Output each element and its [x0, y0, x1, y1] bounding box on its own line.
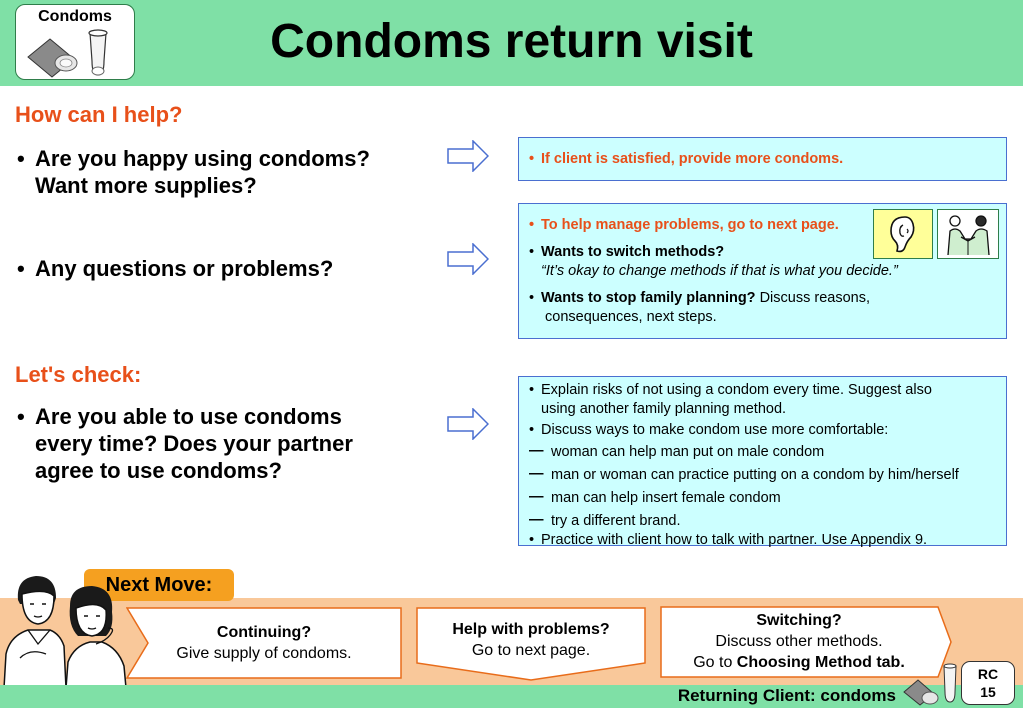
next-move-label: Next Move:	[84, 569, 234, 601]
help-with-problems-option[interactable]	[416, 607, 646, 681]
question-happy-using	[17, 145, 370, 199]
dash-item: — man or woman can practice putting on a condom by him/herself	[529, 466, 959, 483]
list-item-continuation: using another family planning method.	[541, 401, 787, 417]
list-item: • To help manage problems, go to next page.	[529, 217, 839, 233]
handshake-people-icon	[937, 209, 999, 259]
list-item: • If client is satisfied, provide more condoms.	[529, 151, 844, 167]
list-item-continuation: consequences, next steps.	[545, 309, 717, 325]
counselor-and-client-illustration	[0, 570, 140, 688]
dash-item: — man can help insert female condom	[529, 489, 781, 506]
bullet: •	[17, 146, 25, 171]
problems-box	[518, 203, 1007, 339]
page-badge	[961, 661, 1015, 705]
right-arrow-icon	[447, 408, 489, 440]
question-line: agree to use condoms?	[35, 458, 282, 483]
dash-item: — woman can help man put on male condom	[529, 443, 825, 460]
right-arrow-icon	[447, 243, 489, 275]
badge-line: RC	[977, 666, 999, 682]
continuing-option[interactable]	[126, 607, 402, 679]
list-item: • Discuss ways to make condom use more comfortable:	[529, 422, 889, 438]
lets-check-heading: Let's check:	[15, 362, 142, 387]
condom-package-icon	[900, 662, 962, 706]
switching-text: Discuss other methods.	[715, 633, 883, 650]
list-item: • Wants to switch methods?	[529, 244, 725, 260]
question-line: every time? Does your partner	[35, 431, 353, 456]
switching-goto-line: Go to Choosing Method tab.	[693, 654, 905, 671]
ear-listening-icon	[873, 209, 933, 259]
list-item: • Explain risks of not using a condom every time. Suggest also	[529, 382, 932, 398]
switching-title: Switching?	[756, 612, 842, 629]
every-time-box	[518, 376, 1007, 546]
dash-item: — try a different brand.	[529, 512, 681, 529]
question-line: Are you happy using condoms?	[35, 146, 370, 171]
bullet: •	[17, 256, 25, 281]
how-can-i-help-heading: How can I help?	[15, 102, 183, 127]
problems-title: Help with problems?	[452, 621, 610, 638]
question-problems	[17, 255, 334, 282]
question-line: Any questions or problems?	[35, 256, 334, 281]
question-line: Want more supplies?	[35, 173, 257, 198]
quote-line: “It’s okay to change methods if that is what you decide.”	[541, 263, 898, 279]
list-item: • Wants to stop family planning? Discuss reasons,	[529, 290, 870, 306]
question-every-time	[17, 403, 353, 484]
footer-band	[0, 685, 1023, 708]
problems-text: Go to next page.	[471, 642, 591, 659]
list-item: • Practice with client how to talk with partner. Use Appendix 9.	[529, 532, 928, 548]
bullet: •	[17, 404, 25, 429]
page-title: Condoms return visit	[270, 15, 753, 68]
tab-label: Condoms	[38, 8, 112, 25]
continuing-text: Give supply of condoms.	[176, 645, 352, 662]
satisfied-box	[518, 137, 1007, 181]
continuing-title: Continuing?	[216, 624, 312, 641]
question-line: Are you able to use condoms	[35, 404, 342, 429]
badge-line: 15	[980, 684, 996, 700]
right-arrow-icon	[447, 140, 489, 172]
footer-text: Returning Client: condoms	[677, 686, 896, 705]
